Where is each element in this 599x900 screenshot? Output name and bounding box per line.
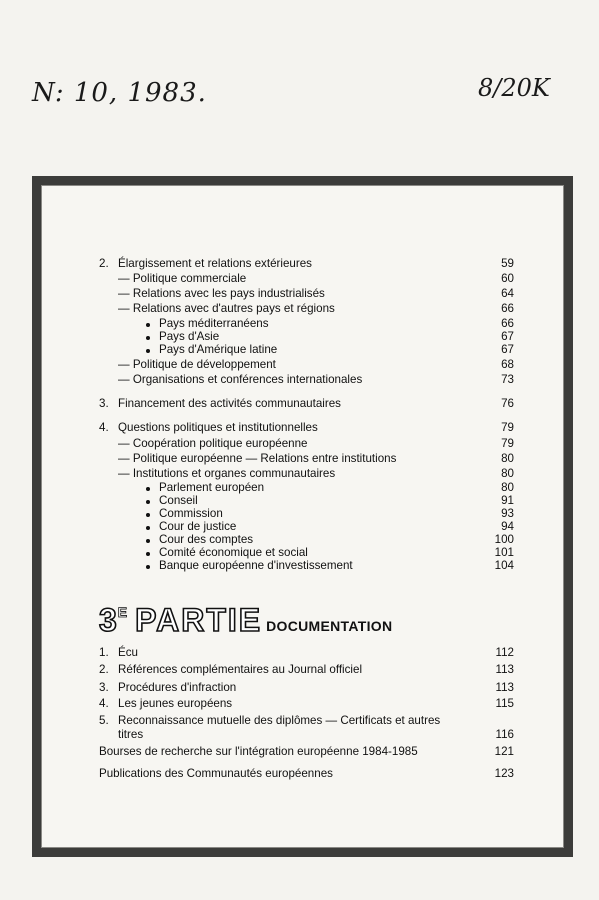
toc-entry-number: 3. bbox=[99, 681, 109, 694]
toc-entry-title: — Coopération politique européenne bbox=[118, 437, 308, 450]
toc-entry-page: 121 bbox=[494, 745, 514, 758]
toc-entry-title: Comité économique et social bbox=[159, 546, 308, 559]
toc-entry-page: 94 bbox=[501, 520, 514, 533]
toc-entry-title: titres bbox=[118, 728, 144, 741]
toc-entry-title: Les jeunes européens bbox=[118, 697, 233, 710]
bullet-icon bbox=[146, 323, 150, 327]
toc-entry-title: Conseil bbox=[159, 494, 198, 507]
toc-entry-title: Commission bbox=[159, 507, 223, 520]
toc-entry-title: — Institutions et organes communautaires bbox=[118, 467, 336, 480]
toc-entry-page: 80 bbox=[501, 452, 514, 465]
toc-entry-page: 80 bbox=[501, 481, 514, 494]
bullet-icon bbox=[146, 513, 150, 517]
handwritten-reference-right: 8/20K bbox=[478, 74, 550, 102]
toc-entry-title: Pays d'Amérique latine bbox=[159, 343, 278, 356]
toc-entry-title: Questions politiques et institutionnelles bbox=[118, 421, 318, 434]
toc-entry-title: Pays d'Asie bbox=[159, 330, 220, 343]
toc-entry-page: 59 bbox=[501, 257, 514, 270]
toc-entry-page: 91 bbox=[501, 494, 514, 507]
toc-entry-title: Cour de justice bbox=[159, 520, 237, 533]
toc-entry-page: 115 bbox=[495, 697, 514, 710]
toc-entry-title: Références complémentaires au Journal officiel bbox=[118, 663, 363, 676]
toc-entry-title: Cour des comptes bbox=[159, 533, 254, 546]
toc-entry-number: 2. bbox=[99, 257, 109, 270]
toc-entry-page: 113 bbox=[495, 663, 514, 676]
toc-entry-title: Écu bbox=[118, 646, 138, 659]
toc-entry-page: 116 bbox=[495, 728, 514, 741]
toc-entry-number: 3. bbox=[99, 397, 109, 410]
toc-entry-title: — Organisations et conférences internationales bbox=[118, 373, 363, 386]
toc-entry-page: 64 bbox=[501, 287, 514, 300]
bullet-icon bbox=[146, 526, 150, 530]
toc-entry-page: 76 bbox=[501, 397, 514, 410]
toc-entry-title: — Politique de développement bbox=[118, 358, 276, 371]
toc-entry-page: 123 bbox=[494, 767, 514, 780]
bullet-icon bbox=[146, 552, 150, 556]
toc-entry-page: 67 bbox=[501, 343, 514, 356]
toc-entry-title: — Relations avec les pays industrialisés bbox=[118, 287, 325, 300]
toc-entry-title: Parlement européen bbox=[159, 481, 265, 494]
toc-entry-page: 68 bbox=[501, 358, 514, 371]
bullet-icon bbox=[146, 565, 150, 569]
toc-entry-page: 100 bbox=[494, 533, 514, 546]
toc-entry-title: Banque européenne d'investissement bbox=[159, 559, 353, 572]
toc-entry-title: Bourses de recherche sur l'intégration européenne 1984-1985 bbox=[99, 745, 418, 758]
toc-entry-page: 79 bbox=[501, 437, 514, 450]
toc-entry-title: Financement des activités communautaires bbox=[118, 397, 341, 410]
toc-entry-page: 80 bbox=[501, 467, 514, 480]
bullet-icon bbox=[146, 500, 150, 504]
toc-entry-title: Pays méditerranéens bbox=[159, 317, 269, 330]
part-word: PARTIE bbox=[135, 602, 263, 638]
toc-entry-page: 67 bbox=[501, 330, 514, 343]
toc-entry-title: Reconnaissance mutuelle des diplômes — Certificats et autres bbox=[118, 714, 441, 727]
toc-entry-page: 73 bbox=[501, 373, 514, 386]
part-number-superscript: E bbox=[117, 604, 128, 620]
toc-entry-page: 113 bbox=[495, 681, 514, 694]
toc-entry-number: 1. bbox=[99, 646, 109, 659]
bullet-icon bbox=[146, 539, 150, 543]
toc-entry-title: Publications des Communautés européennes bbox=[99, 767, 333, 780]
toc-entry-title: — Relations avec d'autres pays et régions bbox=[118, 302, 335, 315]
toc-entry-page: 60 bbox=[501, 272, 514, 285]
toc-entry-page: 79 bbox=[501, 421, 514, 434]
toc-entry-page: 93 bbox=[501, 507, 514, 520]
toc-entry-page: 66 bbox=[501, 302, 514, 315]
toc-entry-page: 66 bbox=[501, 317, 514, 330]
toc-entry-title: — Politique européenne — Relations entre institutions bbox=[118, 452, 397, 465]
toc-entry-number: 5. bbox=[99, 714, 109, 727]
bullet-icon bbox=[146, 336, 150, 340]
bullet-icon bbox=[146, 349, 150, 353]
part-number: 3 bbox=[99, 602, 118, 638]
toc-entry-number: 4. bbox=[99, 421, 109, 434]
toc-entry-page: 101 bbox=[494, 546, 514, 559]
toc-entry-title: — Politique commerciale bbox=[118, 272, 247, 285]
handwritten-reference-left: N: 10, 1983. bbox=[32, 78, 207, 108]
toc-entry-title: Procédures d'infraction bbox=[118, 681, 237, 694]
toc-entry-number: 2. bbox=[99, 663, 109, 676]
part-subtitle: DOCUMENTATION bbox=[266, 618, 393, 634]
toc-entry-title: Élargissement et relations extérieures bbox=[118, 257, 312, 270]
toc-entry-page: 104 bbox=[494, 559, 514, 572]
toc-entry-number: 4. bbox=[99, 697, 109, 710]
bullet-icon bbox=[146, 487, 150, 491]
toc-entry-page: 112 bbox=[495, 646, 514, 659]
part-heading bbox=[99, 602, 392, 639]
